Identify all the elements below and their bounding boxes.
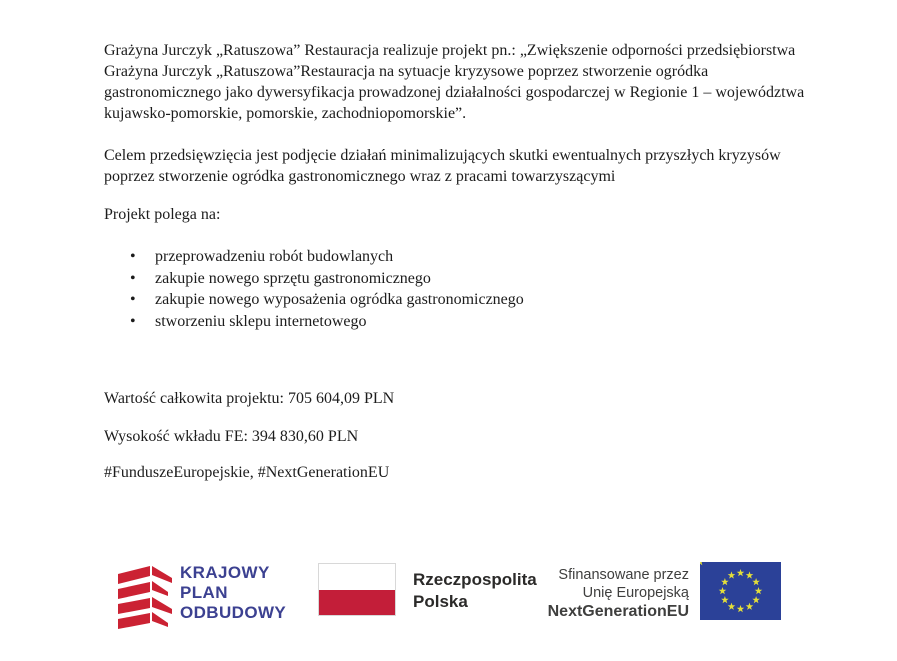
kpo-line: ODBUDOWY bbox=[180, 603, 287, 622]
eu-funding-text bbox=[469, 566, 689, 621]
poland-flag-icon bbox=[318, 563, 396, 616]
flag-white-stripe bbox=[319, 564, 395, 590]
total-project-value: Wartość całkowita projektu: 705 604,09 PLN bbox=[104, 390, 395, 407]
list-intro: Projekt polega na: bbox=[104, 206, 221, 223]
eu-nextgeneration-label: NextGenerationEU bbox=[547, 603, 689, 620]
kpo-line: KRAJOWY bbox=[180, 563, 270, 582]
paragraph-goal: Celem przedsięwzięcia jest podjęcie działań minimalizujących skutki ewentualnych przyszłych kryzysów poprzez stworzenie ogródka gastronomicznego wraz z pracami towarzyszącymi bbox=[104, 147, 781, 185]
eu-line: Sfinansowane przez bbox=[558, 567, 689, 583]
project-description bbox=[104, 40, 816, 483]
eu-flag-icon bbox=[700, 562, 781, 620]
kpo-line: PLAN bbox=[180, 583, 228, 602]
project-scope-list bbox=[104, 246, 816, 332]
kpo-logo-text bbox=[180, 563, 286, 623]
poland-line: Rzeczpospolita bbox=[413, 570, 537, 589]
list-item: • zakupie nowego wyposażenia ogródka gastronomicznego bbox=[104, 289, 816, 311]
list-item: • przeprowadzeniu robót budowlanych bbox=[104, 246, 816, 268]
list-item: • stworzeniu sklepu internetowego bbox=[104, 311, 816, 333]
paragraph-project-title: Grażyna Jurczyk „Ratuszowa” Restauracja realizuje projekt pn.: „Zwiększenie odporności przedsiębiorstwa Grażyna Jurczyk „Ratuszowa”Restauracja na sytuacje kryzysowe poprzez stworzenie ogródka gastronomicznego jako dywersyfikacja prowadzonej działalności gospodarczej w Regionie 1 – województwa kujawsko-pomorskie, pomorskie, zachodniopomorskie”. bbox=[104, 42, 805, 122]
list-item: • zakupie nowego sprzętu gastronomicznego bbox=[104, 268, 816, 290]
fe-contribution-value: Wysokość wkładu FE: 394 830,60 PLN bbox=[104, 428, 359, 445]
hashtags-line: #FunduszeEuropejskie, #NextGenerationEU bbox=[104, 464, 390, 481]
poland-line: Polska bbox=[413, 592, 468, 611]
kpo-building-icon bbox=[118, 561, 172, 633]
flag-red-stripe bbox=[319, 590, 395, 616]
eu-line: Unię Europejską bbox=[582, 585, 689, 601]
